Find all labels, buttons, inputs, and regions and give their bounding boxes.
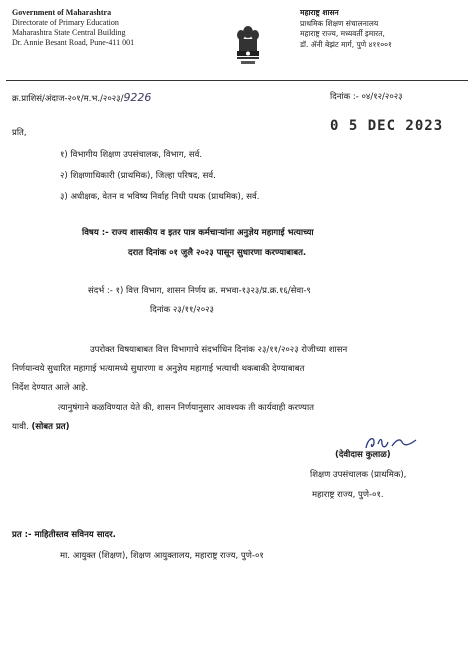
body-para2-line2 xyxy=(12,422,70,433)
header-en-line4: Dr. Annie Besant Road, Pune-411 001 xyxy=(12,38,135,47)
header-en-line1: Government of Maharashtra xyxy=(12,8,112,17)
addressee-item-2: २) शिक्षणाधिकारी (प्राथमिक), जिल्हा परिषद, सर्व. xyxy=(60,171,216,181)
received-date-stamp: 0 5 DEC 2023 xyxy=(330,118,444,134)
header-mr xyxy=(300,8,392,50)
copy-line-1: मा. आयुक्त (शिक्षण), शिक्षण आयुक्तालय, महाराष्ट्र राज्य, पुणे-०१ xyxy=(60,551,264,561)
signatory-designation: शिक्षण उपसंचालक (प्राथमिक), xyxy=(310,470,407,480)
body-para1-line3: निर्देश देण्यात आले आहे. xyxy=(12,383,89,393)
header-mr-line4: डॉ. ॲनी बेझंट मार्ग, पुणे ४११००१ xyxy=(300,39,392,49)
header-mr-line1: महाराष्ट्र शासन xyxy=(300,8,339,17)
body-para1-line1: उपरोक्त विषयाबाबत वित्त विभागाचे संदर्भाधिन दिनांक २३/११/२०२३ रोजीच्या शासन xyxy=(90,345,348,355)
subject-line-2: दरात दिनांक ०१ जुलै २०२३ पासून सुधारणा करण्याबाबत. xyxy=(128,248,307,258)
attachment-note: (सोबत प्रत) xyxy=(31,422,70,432)
header-en-line3: Maharashtra State Central Building xyxy=(12,28,126,37)
body-para2-line1: त्यानुषंगाने कळविण्यात येते की, शासन निर्णयानुसार आवश्यक ती कार्यवाही करण्यात xyxy=(58,403,315,413)
body-para2-yavi: यावी. xyxy=(12,422,29,432)
reference-line-2: दिनांक २३/११/२०२३ xyxy=(150,305,214,315)
copy-label: प्रत :- माहितीस्तव सविनय सादर. xyxy=(12,530,116,540)
prati-label: प्रति, xyxy=(12,128,27,138)
ref-number xyxy=(12,92,151,105)
header-en-line2: Directorate of Primary Education xyxy=(12,18,119,27)
reference-line-1: संदर्भ :- १) वित्त विभाग, शासन निर्णय क्र. मभवा-१३२३/प्र.क्र.१६/सेवा-९ xyxy=(88,286,311,296)
subject-line-1: विषय :- राज्य शासकीय व इतर पात्र कर्मचाऱ्यांना अनुज्ञेय महागाई भत्याच्या xyxy=(82,228,314,238)
signatory-name: (देवीदास कुलाळ) xyxy=(335,450,391,460)
header-mr-line2: प्राथमिक शिक्षण संचालनालय xyxy=(300,18,379,28)
signatory-location: महाराष्ट्र राज्य, पुणे-०१. xyxy=(312,490,384,500)
header-en xyxy=(12,8,134,48)
ref-number-prefix: क्र.प्राशिसं/अंदाज-२०१/म.भ./२०२३/ xyxy=(12,94,124,104)
header-mr-line3: महाराष्ट्र राज्य, मध्यवर्ती इमारत, xyxy=(300,29,385,38)
ref-number-handwritten: 9226 xyxy=(123,91,152,104)
ref-date: दिनांक :- ०४/१२/२०२३ xyxy=(330,92,403,102)
ashoka-emblem-icon xyxy=(233,22,263,72)
body-para1-line2: निर्णयान्वये सुधारित महागाई भत्यामध्ये सुधारणा व अनुज्ञेय महागाई भत्याची थकबाकी देण्याबाबत xyxy=(12,364,305,374)
header-rule xyxy=(6,80,468,81)
addressee-item-1: १) विभागीय शिक्षण उपसंचालक, विभाग, सर्व. xyxy=(60,150,203,160)
addressee-item-3: ३) अधीक्षक, वेतन व भविष्य निर्वाह निधी पथक (प्राथमिक), सर्व. xyxy=(60,192,260,202)
